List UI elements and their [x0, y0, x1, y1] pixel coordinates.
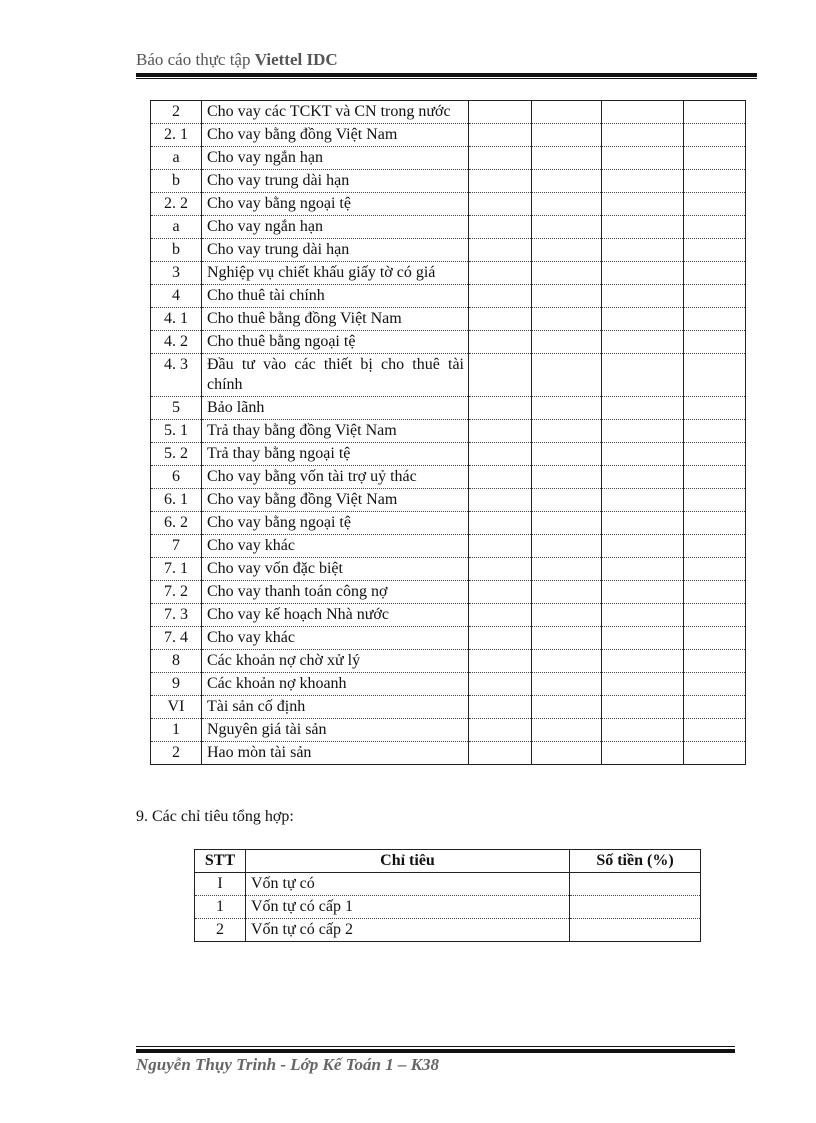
- row-value-cell: [469, 627, 532, 650]
- row-name: Cho vay ngắn hạn: [202, 147, 469, 170]
- row-stt: b: [151, 239, 202, 262]
- row-value-cell: [469, 535, 532, 558]
- row-value-cell: [532, 262, 602, 285]
- table-row: [151, 285, 746, 308]
- row-value-cell: [602, 239, 684, 262]
- row-value-cell: [469, 331, 532, 354]
- row-value-cell: [469, 466, 532, 489]
- row-value-cell: [684, 719, 746, 742]
- row-value-cell: [532, 466, 602, 489]
- row-value-cell: [532, 397, 602, 420]
- row-name: Cho vay ngắn hạn: [202, 216, 469, 239]
- row-value-cell: [684, 308, 746, 331]
- row-value-cell: [532, 239, 602, 262]
- loan-table: [150, 100, 746, 765]
- row-value-cell: [469, 719, 532, 742]
- row-name: Cho thuê bằng ngoại tệ: [202, 331, 469, 354]
- row-value-cell: [469, 285, 532, 308]
- row-value-cell: [532, 193, 602, 216]
- row-value-cell: [602, 443, 684, 466]
- row-name: Trả thay bằng ngoại tệ: [202, 443, 469, 466]
- row-value-cell: [684, 331, 746, 354]
- row-value-cell: [602, 604, 684, 627]
- row-value-cell: [532, 489, 602, 512]
- table-row: [151, 489, 746, 512]
- row-value-cell: [602, 673, 684, 696]
- row-stt: 1: [151, 719, 202, 742]
- table-row: [195, 873, 701, 896]
- row-value-cell: [684, 581, 746, 604]
- row-value-cell: [602, 308, 684, 331]
- row-value-cell: [684, 489, 746, 512]
- header-amount: Số tiền (%): [570, 850, 701, 873]
- row-value-cell: [469, 124, 532, 147]
- row-stt: 4. 1: [151, 308, 202, 331]
- row-stt: 8: [151, 650, 202, 673]
- row-name: Cho vay khác: [202, 535, 469, 558]
- row-stt: 6. 1: [151, 489, 202, 512]
- row-stt: 2. 2: [151, 193, 202, 216]
- row-name: Nguyên giá tài sản: [202, 719, 469, 742]
- row-value-cell: [602, 262, 684, 285]
- row-value-cell: [532, 443, 602, 466]
- row-value-cell: [469, 696, 532, 719]
- table-row: [151, 512, 746, 535]
- row-value-cell: [469, 397, 532, 420]
- header-rule-thin: [136, 78, 757, 79]
- row-value-cell: [469, 489, 532, 512]
- table-row: [151, 581, 746, 604]
- row-name: Đầu tư vào các thiết bị cho thuê tài chính: [202, 354, 469, 397]
- row-stt: 1: [195, 896, 246, 919]
- row-value-cell: [532, 308, 602, 331]
- table-row: [151, 696, 746, 719]
- row-value-cell: [532, 331, 602, 354]
- row-stt: VI: [151, 696, 202, 719]
- row-value-cell: [602, 101, 684, 124]
- row-value-cell: [469, 673, 532, 696]
- row-value-cell: [684, 397, 746, 420]
- row-value-cell: [532, 420, 602, 443]
- row-value-cell: [469, 262, 532, 285]
- table-row: [151, 604, 746, 627]
- table-row: [151, 170, 746, 193]
- row-value-cell: [602, 216, 684, 239]
- summary-header-row: [195, 850, 701, 873]
- row-value-cell: [469, 101, 532, 124]
- row-stt: 9: [151, 673, 202, 696]
- table-row: [151, 262, 746, 285]
- row-stt: 7. 4: [151, 627, 202, 650]
- row-name: Cho vay bằng đồng Việt Nam: [202, 489, 469, 512]
- row-value-cell: [469, 193, 532, 216]
- row-value-cell: [602, 124, 684, 147]
- row-name: Nghiệp vụ chiết khấu giấy tờ có giá: [202, 262, 469, 285]
- row-value-cell: [684, 193, 746, 216]
- table-row: [151, 466, 746, 489]
- row-value-cell: [684, 285, 746, 308]
- row-name: Các khoản nợ khoanh: [202, 673, 469, 696]
- row-name: Các khoản nợ chờ xử lý: [202, 650, 469, 673]
- row-value-cell: [532, 354, 602, 397]
- table-row: [151, 719, 746, 742]
- row-stt: 2: [151, 742, 202, 765]
- row-value-cell: [532, 535, 602, 558]
- row-value-cell: [602, 581, 684, 604]
- table-row: [195, 919, 701, 942]
- row-value-cell: [532, 147, 602, 170]
- table-row: [151, 673, 746, 696]
- table-row: [151, 535, 746, 558]
- row-name: Vốn tự có cấp 2: [246, 919, 570, 942]
- row-stt: 5. 2: [151, 443, 202, 466]
- row-stt: a: [151, 216, 202, 239]
- row-value-cell: [684, 466, 746, 489]
- row-name: Cho vay kế hoạch Nhà nước: [202, 604, 469, 627]
- row-value-cell: [532, 627, 602, 650]
- table-row: [151, 239, 746, 262]
- row-value-cell: [469, 650, 532, 673]
- table-row: [151, 216, 746, 239]
- row-value-cell: [684, 604, 746, 627]
- row-amount: [570, 873, 701, 896]
- row-value-cell: [602, 420, 684, 443]
- row-name: Vốn tự có: [246, 873, 570, 896]
- summary-table: [194, 849, 701, 942]
- table-row: [151, 397, 746, 420]
- row-stt: 6. 2: [151, 512, 202, 535]
- row-value-cell: [532, 696, 602, 719]
- table-row: [195, 896, 701, 919]
- row-value-cell: [684, 696, 746, 719]
- table-row: [151, 354, 746, 397]
- row-value-cell: [532, 512, 602, 535]
- row-value-cell: [532, 719, 602, 742]
- row-value-cell: [469, 604, 532, 627]
- row-value-cell: [469, 443, 532, 466]
- row-value-cell: [684, 262, 746, 285]
- page-header: [136, 50, 338, 70]
- row-stt: 7. 3: [151, 604, 202, 627]
- row-value-cell: [684, 742, 746, 765]
- footer-rule: [136, 1049, 735, 1053]
- row-value-cell: [532, 604, 602, 627]
- table-row: [151, 331, 746, 354]
- row-value-cell: [684, 147, 746, 170]
- table-row: [151, 420, 746, 443]
- row-value-cell: [469, 742, 532, 765]
- row-name: Cho vay khác: [202, 627, 469, 650]
- row-value-cell: [684, 124, 746, 147]
- header-company: Viettel IDC: [254, 50, 338, 69]
- row-value-cell: [602, 742, 684, 765]
- row-stt: 4: [151, 285, 202, 308]
- row-name: Vốn tự có cấp 1: [246, 896, 570, 919]
- row-value-cell: [602, 650, 684, 673]
- row-name: Cho vay bằng đồng Việt Nam: [202, 124, 469, 147]
- row-name: Cho vay trung dài hạn: [202, 170, 469, 193]
- row-name: Tài sản cố định: [202, 696, 469, 719]
- row-stt: 3: [151, 262, 202, 285]
- header-prefix: Báo cáo thực tập: [136, 50, 251, 69]
- row-name: Cho vay bằng ngoại tệ: [202, 512, 469, 535]
- row-stt: 2. 1: [151, 124, 202, 147]
- row-value-cell: [684, 239, 746, 262]
- row-stt: 4. 3: [151, 354, 202, 397]
- row-value-cell: [532, 742, 602, 765]
- row-value-cell: [602, 397, 684, 420]
- row-name: Cho vay trung dài hạn: [202, 239, 469, 262]
- row-value-cell: [469, 354, 532, 397]
- row-value-cell: [602, 696, 684, 719]
- table-row: [151, 124, 746, 147]
- row-stt: 6: [151, 466, 202, 489]
- row-value-cell: [469, 420, 532, 443]
- row-value-cell: [684, 673, 746, 696]
- footer-rule-thin: [136, 1046, 735, 1047]
- row-value-cell: [602, 489, 684, 512]
- row-value-cell: [602, 512, 684, 535]
- row-value-cell: [684, 627, 746, 650]
- row-value-cell: [532, 101, 602, 124]
- row-value-cell: [469, 147, 532, 170]
- page-footer: Nguyễn Thụy Trinh - Lớp Kế Toán 1 – K38: [136, 1055, 440, 1074]
- row-value-cell: [469, 581, 532, 604]
- row-stt: I: [195, 873, 246, 896]
- row-value-cell: [602, 535, 684, 558]
- row-value-cell: [469, 308, 532, 331]
- row-value-cell: [602, 466, 684, 489]
- row-name: Cho vay bằng vốn tài trợ uỷ thác: [202, 466, 469, 489]
- row-value-cell: [684, 443, 746, 466]
- header-stt: STT: [195, 850, 246, 873]
- table-row: [151, 650, 746, 673]
- table-row: [151, 193, 746, 216]
- row-value-cell: [602, 558, 684, 581]
- row-value-cell: [469, 512, 532, 535]
- row-name: Cho thuê tài chính: [202, 285, 469, 308]
- row-stt: 7. 1: [151, 558, 202, 581]
- row-name: Cho vay thanh toán công nợ: [202, 581, 469, 604]
- table-row: [151, 147, 746, 170]
- row-value-cell: [684, 216, 746, 239]
- row-name: Cho vay các TCKT và CN trong nước: [202, 101, 469, 124]
- row-value-cell: [684, 558, 746, 581]
- row-name: Cho vay vốn đặc biệt: [202, 558, 469, 581]
- row-stt: 5. 1: [151, 420, 202, 443]
- row-value-cell: [684, 354, 746, 397]
- row-value-cell: [532, 558, 602, 581]
- row-stt: b: [151, 170, 202, 193]
- row-stt: 2: [151, 101, 202, 124]
- row-name: Bảo lãnh: [202, 397, 469, 420]
- row-value-cell: [532, 581, 602, 604]
- row-value-cell: [532, 285, 602, 308]
- row-value-cell: [532, 170, 602, 193]
- row-name: Trả thay bằng đồng Việt Nam: [202, 420, 469, 443]
- table-row: [151, 101, 746, 124]
- row-stt: a: [151, 147, 202, 170]
- row-value-cell: [684, 170, 746, 193]
- row-name: Cho vay bằng ngoại tệ: [202, 193, 469, 216]
- row-stt: 5: [151, 397, 202, 420]
- row-value-cell: [469, 216, 532, 239]
- table-row: [151, 627, 746, 650]
- row-amount: [570, 896, 701, 919]
- row-stt: 7. 2: [151, 581, 202, 604]
- table-row: [151, 558, 746, 581]
- row-value-cell: [532, 673, 602, 696]
- row-value-cell: [602, 719, 684, 742]
- row-value-cell: [469, 239, 532, 262]
- row-value-cell: [684, 650, 746, 673]
- row-value-cell: [684, 535, 746, 558]
- row-value-cell: [602, 170, 684, 193]
- row-value-cell: [602, 285, 684, 308]
- row-value-cell: [532, 650, 602, 673]
- row-value-cell: [684, 101, 746, 124]
- row-stt: 4. 2: [151, 331, 202, 354]
- row-value-cell: [602, 627, 684, 650]
- row-value-cell: [602, 147, 684, 170]
- row-value-cell: [684, 512, 746, 535]
- row-value-cell: [532, 216, 602, 239]
- row-amount: [570, 919, 701, 942]
- table-row: [151, 308, 746, 331]
- row-value-cell: [602, 331, 684, 354]
- header-rule: [136, 73, 757, 77]
- table-row: [151, 742, 746, 765]
- row-stt: 2: [195, 919, 246, 942]
- header-indicator: Chỉ tiêu: [246, 850, 570, 873]
- row-value-cell: [532, 124, 602, 147]
- row-value-cell: [602, 354, 684, 397]
- row-name: Cho thuê bằng đồng Việt Nam: [202, 308, 469, 331]
- section-title: 9. Các chỉ tiêu tổng hợp:: [136, 808, 294, 825]
- row-stt: 7: [151, 535, 202, 558]
- row-name: Hao mòn tài sản: [202, 742, 469, 765]
- row-value-cell: [684, 420, 746, 443]
- row-value-cell: [602, 193, 684, 216]
- row-value-cell: [469, 170, 532, 193]
- row-value-cell: [469, 558, 532, 581]
- table-row: [151, 443, 746, 466]
